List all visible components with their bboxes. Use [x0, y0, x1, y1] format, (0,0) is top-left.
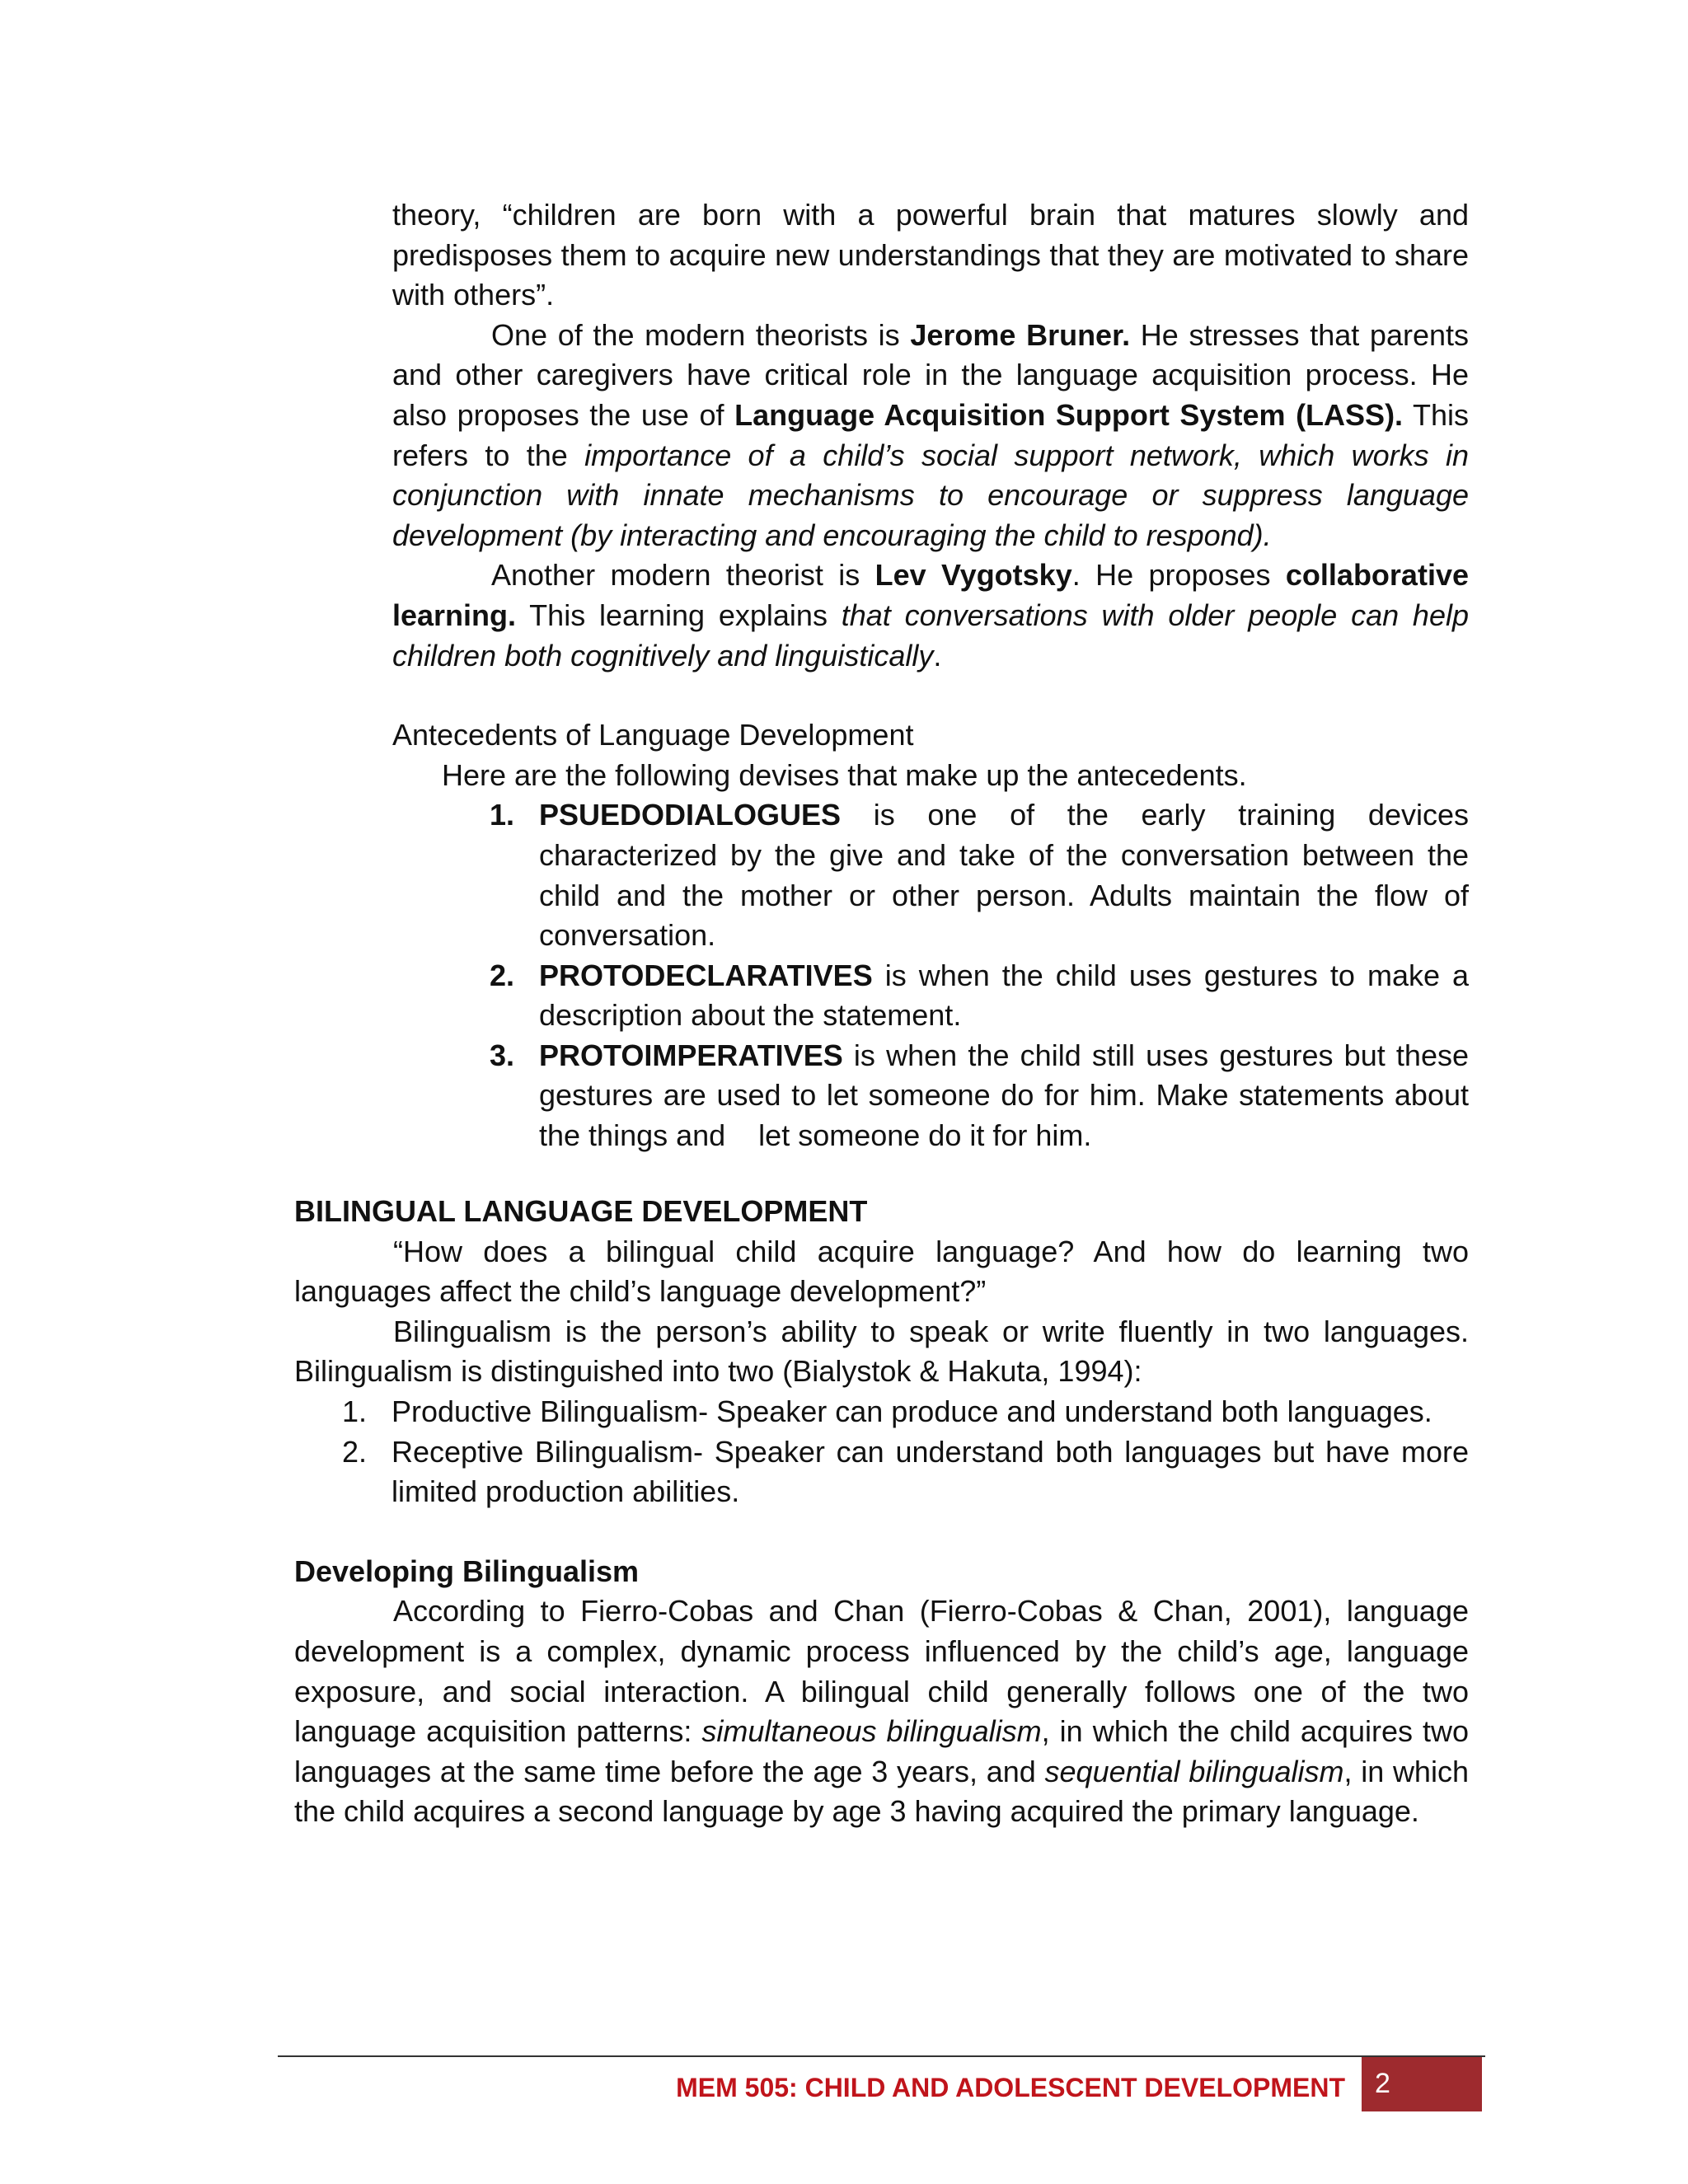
developing-paragraph: According to Fierro-Cobas and Chan (Fierro-Cobas & Chan, 2001), language development is a complex, dynamic process influenced by the child’s age, language exposure, and social interaction. A bilingual child generally follows one of the two language acquisition patterns: simultaneous bilingualism, in which the child acquires two languages at the same time before the age 3 years, and sequential bilingualism, in which the child acquires a second language by age 3 having acquired the primary language.	[294, 1594, 1470, 1829]
bruner-name: Jerome Bruner.	[910, 317, 1131, 352]
bilingual-definition: Bilingualism is the person’s ability to speak or write fluently in two languages. Bilingualism is distinguished into two (Bialystok & Hakuta, 1994):	[294, 1314, 1469, 1389]
collaborative-definition: that conversations with older people can help children both cognitively and linguistically	[392, 598, 1469, 673]
collaborative-term: collaborative learning.	[392, 558, 1469, 632]
vygotsky-paragraph: Another modern theorist is Lev Vygotsky. He proposes collaborative learning. This learning explains that conversations with older people can help children both cognitively and linguistically.	[392, 558, 1469, 673]
list-item: 1. PSUEDODIALOGUES is one of the early training devices characterized by the give and take of the conversation between the child and the mother or other person. Adults maintain the flow of conversation.	[490, 798, 1469, 953]
antecedents-title: Antecedents of Language Development	[392, 718, 914, 752]
antecedents-intro: Here are the following devises that make up the antecedents.	[442, 757, 1247, 792]
sequential-term: sequential bilingualism	[1044, 1754, 1344, 1788]
footer-page-box	[1362, 2057, 1482, 2111]
list-item: 2. PROTODECLARATIVES is when the child uses gestures to make a description about the statement.	[490, 958, 1469, 1033]
vygotsky-name: Lev Vygotsky	[874, 558, 1072, 593]
footer-course-title: MEM 505: CHILD AND ADOLESCENT DEVELOPMENT	[676, 2073, 1345, 2102]
page-number: 2	[1375, 2068, 1390, 2099]
list-item: 3. PROTOIMPERATIVES is when the child still uses gestures but these gestures are used to let someone do for him. Make statements about the things and let someone do it for him.	[490, 1038, 1478, 1153]
bilingual-question: “How does a bilingual child acquire language? And how do learning two languages affect the child’s language development?”	[294, 1234, 1469, 1309]
bilingual-heading: BILINGUAL LANGUAGE DEVELOPMENT	[294, 1194, 868, 1228]
bilingualism-types-list	[294, 1392, 1469, 1512]
antecedent-term: PROTOIMPERATIVES	[539, 1038, 843, 1072]
antecedent-term: PSUEDODIALOGUES	[539, 798, 842, 832]
list-item: 1. Productive Bilingualism- Speaker can produce and understand both languages.	[342, 1394, 1432, 1428]
lass-term: Language Acquisition Support System (LASS).	[734, 397, 1404, 432]
bruner-paragraph: One of the modern theorists is Jerome Bruner. He stresses that parents and other caregivers have critical role in the language acquisition process. He also proposes the use of Language Acquisition Support System (LASS). This refers to the importance of a child’s social support network, which works in conjunction with innate mechanisms to encourage or suppress language development (by interacting and encouraging the child to respond).	[392, 317, 1469, 552]
antecedents-list	[392, 795, 1478, 1155]
theorists-section	[392, 195, 1478, 1156]
simultaneous-term: simultaneous bilingualism	[701, 1714, 1042, 1749]
footer-divider	[278, 2055, 1485, 2057]
bilingual-section	[294, 1192, 1469, 1832]
lass-definition: importance of a child’s social support network, which works in conjunction with innate mechanisms to encourage or suppress language development (by interacting and encouraging the child to respond).	[392, 438, 1469, 552]
developing-heading: Developing Bilingualism	[294, 1554, 640, 1588]
antecedent-term: PROTODECLARATIVES	[539, 958, 873, 992]
theory-paragraph: theory, “children are born with a powerful brain that matures slowly and predisposes them to acquire new understandings that they are motivated to share with others”.	[392, 198, 1469, 312]
list-item: 2. Receptive Bilingualism- Speaker can understand both languages but have more limited production abilities.	[342, 1434, 1469, 1509]
